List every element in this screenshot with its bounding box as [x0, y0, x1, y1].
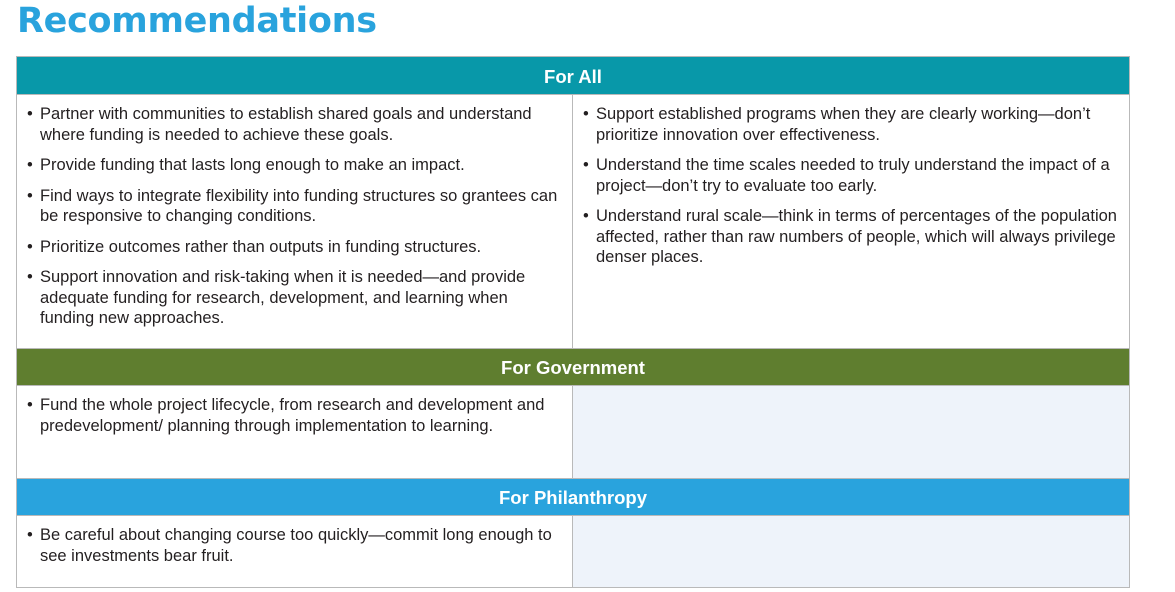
list-item: • Understand rural scale—think in terms of percentages of the population affected, rather than raw numbers of people, which will always privilege denser places.	[583, 206, 1119, 268]
list-item: • Support innovation and risk-taking when it is needed—and provide adequate funding for research, development, and learning when funding new approaches.	[27, 267, 562, 329]
for-government-left-column	[17, 386, 573, 478]
list-item: • Find ways to integrate flexibility into funding structures so grantees can be responsive to changing conditions.	[27, 186, 562, 227]
list-item: • Prioritize outcomes rather than outputs in funding structures.	[27, 237, 562, 258]
list-item: • Support established programs when they are clearly working—don’t prioritize innovation over effectiveness.	[583, 104, 1119, 145]
for-government-list	[27, 395, 562, 436]
for-philanthropy-left-column	[17, 516, 573, 587]
section-header-for-philanthropy: For Philanthropy	[17, 479, 1129, 515]
list-item: • Partner with communities to establish shared goals and understand where funding is needed to achieve these goals.	[27, 104, 562, 145]
for-all-right-column	[573, 95, 1129, 348]
recommendations-table	[16, 56, 1130, 588]
for-all-left-column	[17, 95, 573, 348]
section-row-for-all	[17, 94, 1129, 349]
section-header-for-all: For All	[17, 57, 1129, 94]
list-item: • Be careful about changing course too quickly—commit long enough to see investments bear fruit.	[27, 525, 562, 566]
list-item: • Provide funding that lasts long enough to make an impact.	[27, 155, 562, 176]
for-all-right-list	[583, 104, 1119, 268]
section-row-for-government	[17, 385, 1129, 479]
for-government-empty-cell	[573, 386, 1129, 478]
section-row-for-philanthropy	[17, 515, 1129, 587]
for-all-left-list	[27, 104, 562, 329]
list-item: • Understand the time scales needed to truly understand the impact of a project—don’t try to evaluate too early.	[583, 155, 1119, 196]
for-philanthropy-empty-cell	[573, 516, 1129, 587]
for-philanthropy-list	[27, 525, 562, 566]
page-title: Recommendations	[17, 1, 377, 41]
section-header-for-government: For Government	[17, 349, 1129, 385]
list-item: • Fund the whole project lifecycle, from research and development and predevelopment/ planning through implementation to learning.	[27, 395, 562, 436]
